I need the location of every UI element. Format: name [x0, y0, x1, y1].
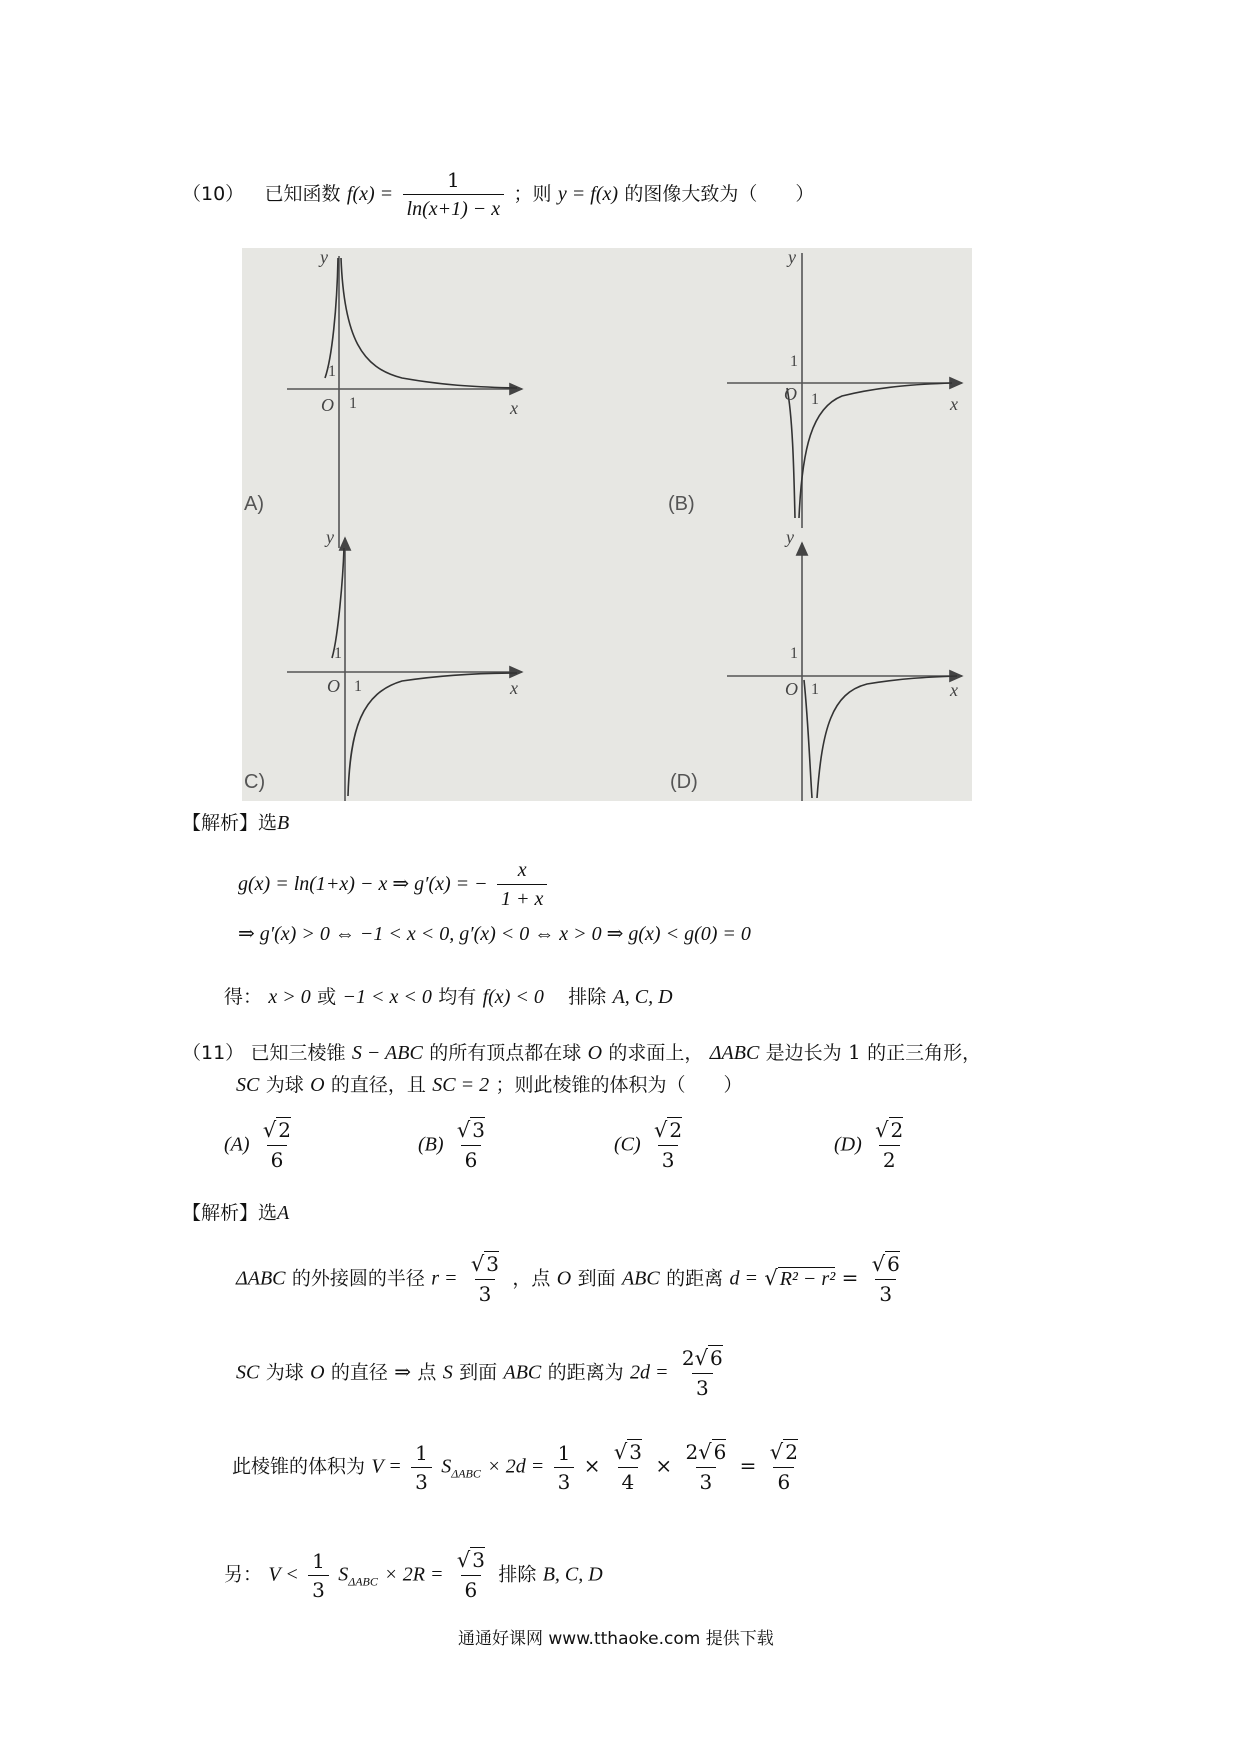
q10-graph-panel	[242, 248, 972, 801]
graph-b-x-tick: 1	[811, 391, 819, 408]
q11-analysis-line1: ΔABC 的外接圆的半径 r = $\frac{√ 3}{3}$ ，点 O 到面 ABC 的距离 d = √ R² − r² = $\frac{√ 6}{3}$	[236, 1252, 900, 1307]
graph-a-origin: O	[321, 395, 334, 415]
graph-d	[727, 543, 962, 801]
q10-number: （10）	[182, 183, 245, 205]
graph-a-curve-left	[325, 258, 338, 378]
graph-d-x-label: x	[950, 680, 958, 700]
graph-c-y-label: y	[326, 527, 334, 547]
graph-d-curve-right	[817, 676, 957, 798]
graph-d-origin: O	[785, 679, 798, 699]
graph-a-x-tick: 1	[349, 395, 357, 412]
graph-b-label: (B)	[668, 493, 695, 515]
q11-option-c: (C) $\frac{√ 2}{3}$	[614, 1118, 683, 1173]
q10-function-fraction: $\frac{1}{\ln(x+1) - x}$	[403, 168, 505, 221]
q11-stem-line1: （11） 已知三棱锥 S − ABC 的所有顶点都在球 O 的求面上， ΔABC 是边长为 1 的正三角形，	[182, 1040, 982, 1064]
graph-d-y-label: y	[786, 527, 794, 547]
q11-option-a: (A) $\frac{√ 2}{6}$	[224, 1118, 292, 1173]
graph-b-curve-right	[799, 383, 952, 518]
q10-stem: （10） 已知函数 f(x) = $\frac{1}{\ln(x+1) - x}$ ；则 y = f(x) 的图像大致为（ ）	[182, 168, 815, 220]
q10-graphs-svg	[242, 248, 972, 801]
graph-d-label: (D)	[670, 771, 698, 793]
graph-b-x-label: x	[950, 394, 958, 414]
graph-a-y-label: y	[320, 248, 328, 267]
q11-stem-line2: SC 为球 O 的直径，且 SC = 2 ；则此棱锥的体积为（ ）	[236, 1074, 743, 1096]
graph-c-label: C)	[244, 771, 266, 793]
graph-c-curve-left	[332, 548, 344, 658]
graph-c-x-label: x	[510, 678, 518, 698]
graph-c-curve-right	[348, 673, 517, 796]
graph-a-y-tick: 1	[328, 363, 336, 380]
graph-d-y-tick: 1	[790, 645, 798, 662]
q11-analysis-heading: 【解析】选A	[182, 1202, 290, 1224]
q10-analysis-line2: ⇒ g′(x) > 0 ⇔ −1 < x < 0, g′(x) < 0 ⇔ x > 0 ⇒ g(x) < g(0) = 0	[238, 923, 751, 945]
page-footer: 通通好课网 www.tthaoke.com 提供下载	[458, 1629, 774, 1649]
graph-b-y-label: y	[788, 248, 796, 267]
graph-d-x-tick: 1	[811, 681, 819, 698]
graph-a-curve-right	[341, 258, 517, 388]
q11-option-b: (B) $\frac{√ 3}{6}$	[418, 1118, 486, 1173]
graph-c-y-tick: 1	[334, 645, 342, 662]
q11-analysis-line3: 此棱锥的体积为 V = $\frac{1}{3}$ $S_{\Delta ABC} \times 2d$ = $\frac{1}{3}$ × $\frac{√ 3}{4}$ × $\frac{2√ 6}{3}$ = $\frac{√ 2}{6}$	[232, 1440, 798, 1495]
q10-analysis-line1: g(x) = ln(1+x) − x ⇒ g′(x) = − $\frac{x}{1 + x}$	[238, 858, 550, 911]
q11-option-d: (D) $\frac{√ 2}{2}$	[834, 1118, 904, 1173]
graph-c	[287, 538, 522, 801]
graph-c-origin: O	[327, 676, 340, 696]
graph-a-label: A)	[244, 493, 264, 515]
q11-analysis-line4: 另： V < $\frac{1}{3}$ $S_{\Delta ABC} \times 2R$ = $\frac{√ 3}{6}$ 排除 B, C, D	[224, 1548, 603, 1603]
q10-analysis-heading: 【解析】选B	[182, 812, 290, 834]
graph-b-origin: O	[784, 384, 797, 404]
q11-number: （11）	[182, 1042, 245, 1064]
graph-c-x-tick: 1	[354, 678, 362, 695]
graph-b	[727, 253, 962, 528]
q10-analysis-line3: 得： x > 0 或 −1 < x < 0 均有 f(x) < 0 排除 A, C, D	[224, 986, 673, 1008]
graph-b-curve-left	[787, 388, 795, 518]
graph-b-y-tick: 1	[790, 353, 798, 370]
graph-a-x-label: x	[510, 398, 518, 418]
q11-analysis-line2: SC 为球 O 的直径 ⇒ 点 S 到面 ABC 的距离为 2d = $\frac{2√ 6}{3}$	[236, 1346, 723, 1401]
